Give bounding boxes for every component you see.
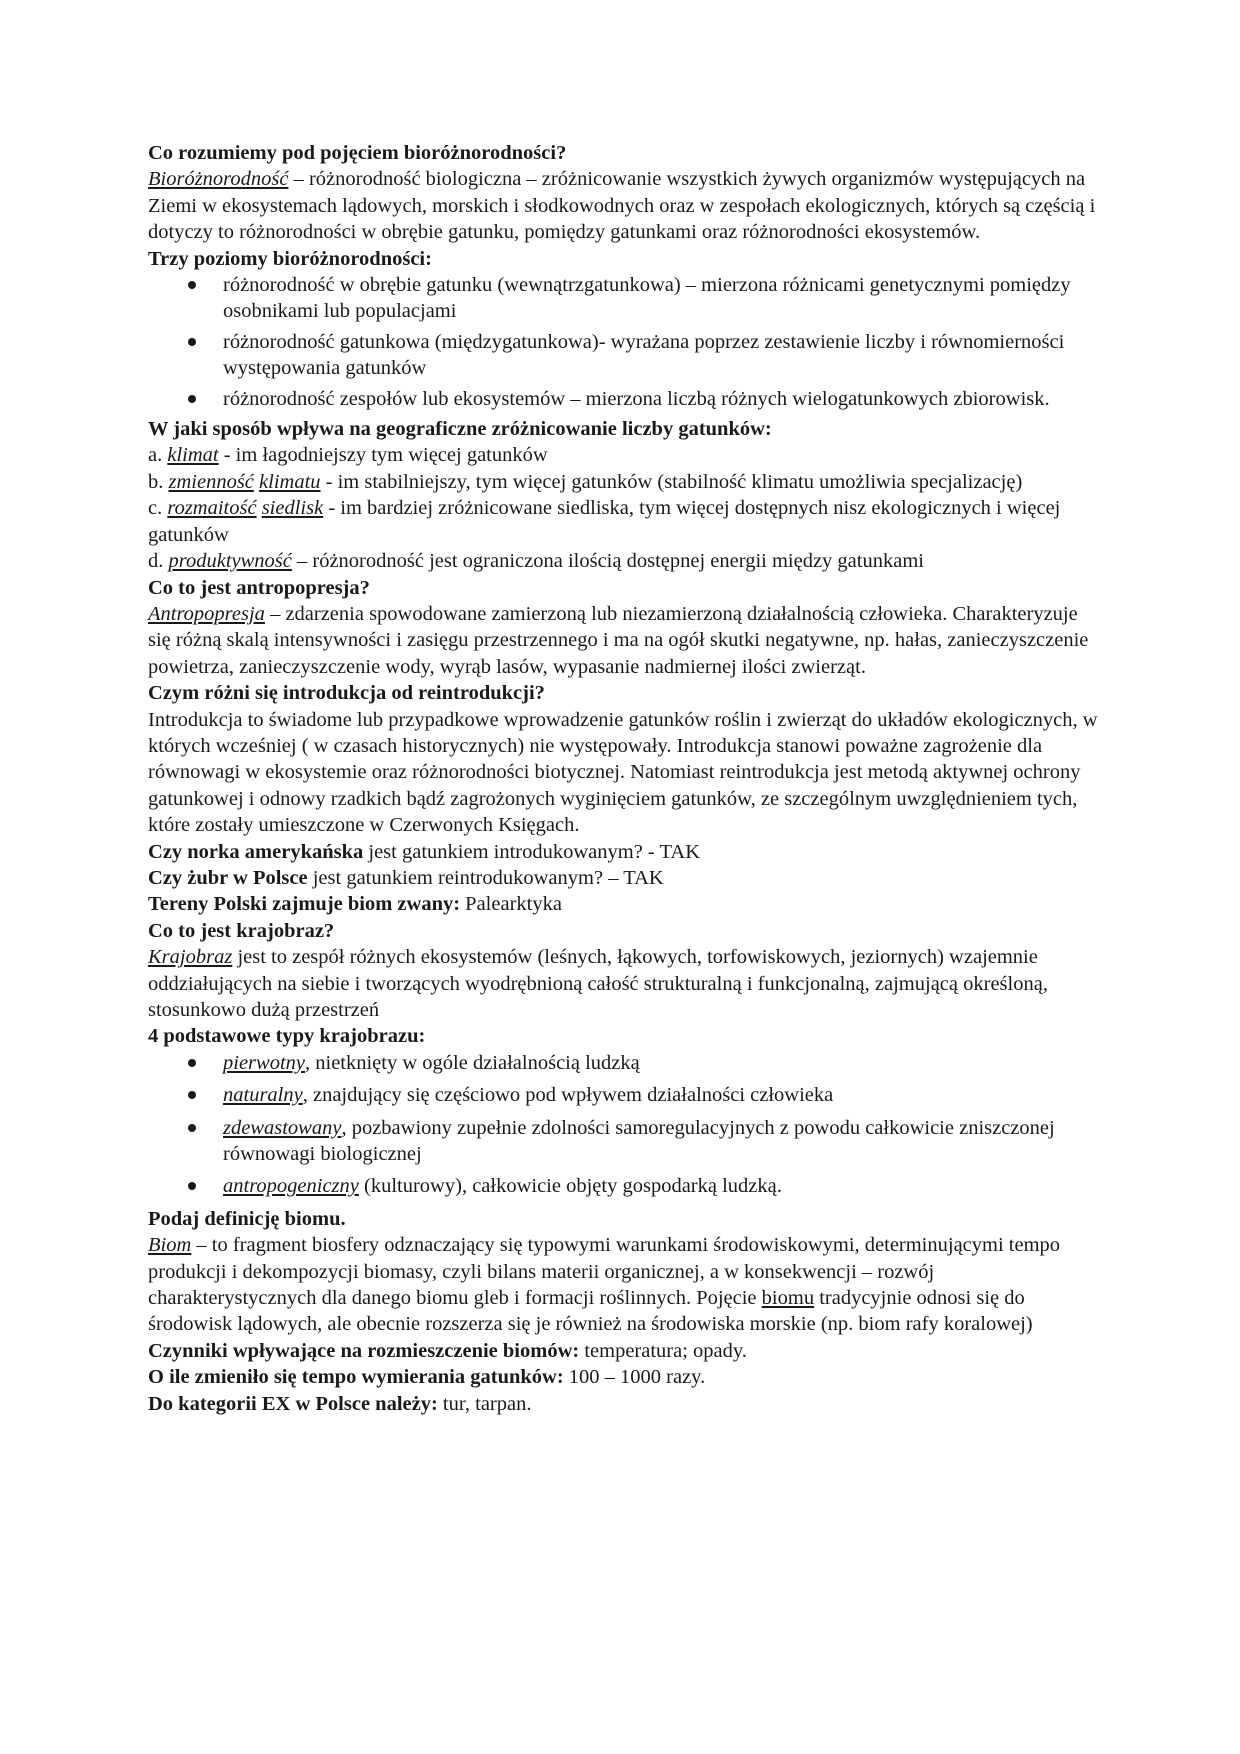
list-item-text: różnorodność gatunkowa (międzygatunkowa)- wyrażana poprzez zestawienie liczby i równomierności występowania gatunków (223, 330, 1065, 380)
paragraph-biodiversity-definition (148, 166, 1098, 245)
term-biomu: biomu (761, 1287, 815, 1310)
term-klimatu: klimatu (259, 470, 321, 493)
term-antropopresja: Antropopresja (148, 602, 265, 625)
term-klimat: klimat (167, 444, 219, 467)
fact-ex-bold: Do kategorii EX w Polsce należy: (148, 1392, 438, 1415)
fact-biom-text: Palearktyka (460, 893, 562, 916)
list-item (148, 1050, 1098, 1076)
item-a (148, 442, 1098, 468)
fact-zubr-bold: Czy żubr w Polsce (148, 866, 308, 889)
text-krajobraz: jest to zespół różnych ekosystemów (leśnych, łąkowych, torfowiskowych, jeziornych) wzajemnie oddziałujących na siebie i tworzących wyodrębnioną całość strukturalną i funkcjonalną, zajmującą określoną, stosunkowo dużą przestrzeń (148, 946, 1048, 1021)
fact-ex (148, 1391, 1098, 1417)
fact-czynniki-text: temperatura; opady. (579, 1339, 747, 1362)
heading-typy-krajobrazu: 4 podstawowe typy krajobrazu: (148, 1025, 426, 1048)
heading-introdukcja: Czym różni się introdukcja od reintrodukcji? (148, 682, 545, 705)
heading-krajobraz: Co to jest krajobraz? (148, 919, 335, 942)
paragraph-introdukcja: Introdukcja to świadome lub przypadkowe wprowadzenie gatunków roślin i zwierząt do układów ekologicznych, w których wcześniej ( w czasach historycznych) nie występowały. Introdukcja stanowi poważne zagrożenie dla równowagi w ekosystemie oraz różnorodności biotycznej. Natomiast reintrodukcja jest metodą aktywnej ochrony gatunkowej i odnowy rzadkich bądź zagrożonych wyginięciem gatunków, ze szczególnym uwzględnieniem tych, które zostały umieszczone w Czerwonych Księgach. (148, 708, 1098, 837)
term-pierwotny: pierwotny (223, 1051, 305, 1074)
heading-biodiversity: Co rozumiemy pod pojęciem bioróżnorodności? (148, 142, 567, 164)
list-item (148, 329, 1098, 382)
term-siedlisk: siedlisk (261, 497, 324, 520)
list-item (148, 272, 1098, 325)
bullet-icon (188, 281, 196, 289)
list-item-text: , pozbawiony zupełnie zdolności samoregulacyjnych z powodu całkowicie zniszczonej równowagi biologicznej (223, 1116, 1055, 1166)
levels-list (148, 272, 1098, 412)
list-item (148, 1082, 1098, 1108)
list-item-text: różnorodność w obrębie gatunku (wewnątrzgatunkowa) – mierzona różnicami genetycznymi pomiędzy osobnikami lub populacjami (223, 274, 1071, 323)
fact-czynniki-bold: Czynniki wpływające na rozmieszczenie biomów: (148, 1339, 580, 1362)
fact-biom (148, 891, 1098, 917)
item-prefix: b. (148, 470, 169, 493)
item-a-text: - im łagodniejszy tym więcej gatunków (218, 444, 548, 467)
bullet-icon (188, 395, 196, 403)
fact-norka-bold: Czy norka amerykańska (148, 840, 364, 863)
list-item (148, 1173, 1098, 1199)
bullet-icon (188, 1182, 196, 1190)
list-item (148, 1115, 1098, 1168)
list-item-text: , znajdujący się częściowo pod wpływem działalności człowieka (302, 1084, 834, 1107)
document-body (148, 140, 1098, 1417)
item-d (148, 548, 1098, 574)
heading-geographic: W jaki sposób wpływa na geograficzne zróżnicowanie liczby gatunków: (148, 418, 772, 441)
item-prefix: c. (148, 497, 168, 520)
fact-tempo-text: 100 – 1000 razy. (563, 1366, 706, 1389)
term-zmiennosc: zmienność (168, 470, 254, 493)
item-b-text: - im stabilniejszy, tym więcej gatunków (stabilność klimatu umożliwia specjalizację) (320, 470, 1023, 493)
term-naturalny: naturalny (223, 1084, 303, 1107)
text-biom-2: tradycyjnie odnosi się do środowisk lądowych, ale obecnie rozszerza się je również na środowiska morskie (np. biom rafy koralowej) (148, 1287, 1033, 1336)
paragraph-krajobraz (148, 944, 1098, 1023)
term-rozmaitosc: rozmaitość (167, 497, 257, 520)
heading-antropopresja: Co to jest antropopresja? (148, 576, 370, 599)
list-item-text: (kulturowy), całkowicie objęty gospodarką ludzką. (358, 1175, 782, 1198)
term-zdewastowany: zdewastowany (223, 1116, 342, 1139)
item-c-text: - im bardziej zróżnicowane siedliska, tym więcej dostępnych nisz ekologicznych i więcej gatunków (148, 497, 1061, 546)
term-biodiversity: Bioróżnorodność (148, 168, 289, 191)
fact-norka (148, 839, 1098, 865)
fact-tempo-bold: O ile zmieniło się tempo wymierania gatunków: (148, 1366, 564, 1389)
term-produktywnosc: produktywność (168, 550, 292, 573)
item-prefix: d. (148, 550, 169, 573)
item-b (148, 469, 1098, 495)
fact-zubr-text: jest gatunkiem reintrodukowanym? – TAK (307, 866, 664, 889)
term-biom: Biom (148, 1234, 192, 1257)
text-antropopresja: – zdarzenia spowodowane zamierzoną lub niezamierzoną działalnością człowieka. Charakteryzuje się różną skalą intensywności i zasięgu przestrzennego i ma na ogół skutki negatywne, np. hałas, zanieczyszczenie powietrza, zanieczyszczenie wody, wyrąb lasów, wypasanie nadmiernej ilości zwierząt. (148, 602, 1089, 678)
item-d-text: – różnorodność jest ograniczona ilością dostępnej energii między gatunkami (291, 550, 924, 573)
bullet-icon (188, 1059, 196, 1067)
fact-zubr (148, 865, 1098, 891)
term-krajobraz: Krajobraz (148, 946, 233, 969)
text-biom-1: – to fragment biosfery odznaczający się typowymi warunkami środowiskowymi, determinującymi tempo produkcji i dekompozycji biomasy, czyli bilans materii organicznej, a w konsekwencji – rozwój charakterystycznych dla danego biomu gleb i formacji roślinnych. Pojęcie (148, 1234, 1061, 1310)
text-biodiversity-definition: – różnorodność biologiczna – zróżnicowanie wszystkich żywych organizmów występujących na Ziemi w ekosystemach lądowych, morskich i słodkowodnych oraz w zespołach ekologicznych, których są częścią i dotyczy to różnorodności w obrębie gatunku, pomiędzy gatunkami oraz różnorodności ekosystemów. (148, 168, 1096, 244)
fact-biom-bold: Tereny Polski zajmuje biom zwany: (148, 893, 461, 916)
list-item-text: , nietknięty w ogóle działalnością ludzką (305, 1051, 640, 1074)
term-antropogeniczny: antropogeniczny (223, 1175, 359, 1198)
paragraph-biom (148, 1232, 1098, 1338)
heading-biom: Podaj definicję biomu. (148, 1207, 346, 1230)
list-item-text: różnorodność zespołów lub ekosystemów – mierzona liczbą różnych wielogatunkowych zbiorowisk. (223, 387, 1050, 410)
types-list (148, 1050, 1098, 1200)
heading-levels: Trzy poziomy bioróżnorodności: (148, 247, 432, 270)
item-c (148, 495, 1098, 548)
fact-norka-text: jest gatunkiem introdukowanym? - TAK (363, 840, 701, 863)
paragraph-antropopresja (148, 601, 1098, 680)
fact-tempo (148, 1364, 1098, 1390)
bullet-icon (188, 1124, 196, 1132)
list-item (148, 386, 1098, 412)
fact-czynniki (148, 1338, 1098, 1364)
bullet-icon (188, 338, 196, 346)
item-prefix: a. (148, 444, 168, 467)
bullet-icon (188, 1091, 196, 1099)
fact-ex-text: tur, tarpan. (437, 1392, 532, 1415)
